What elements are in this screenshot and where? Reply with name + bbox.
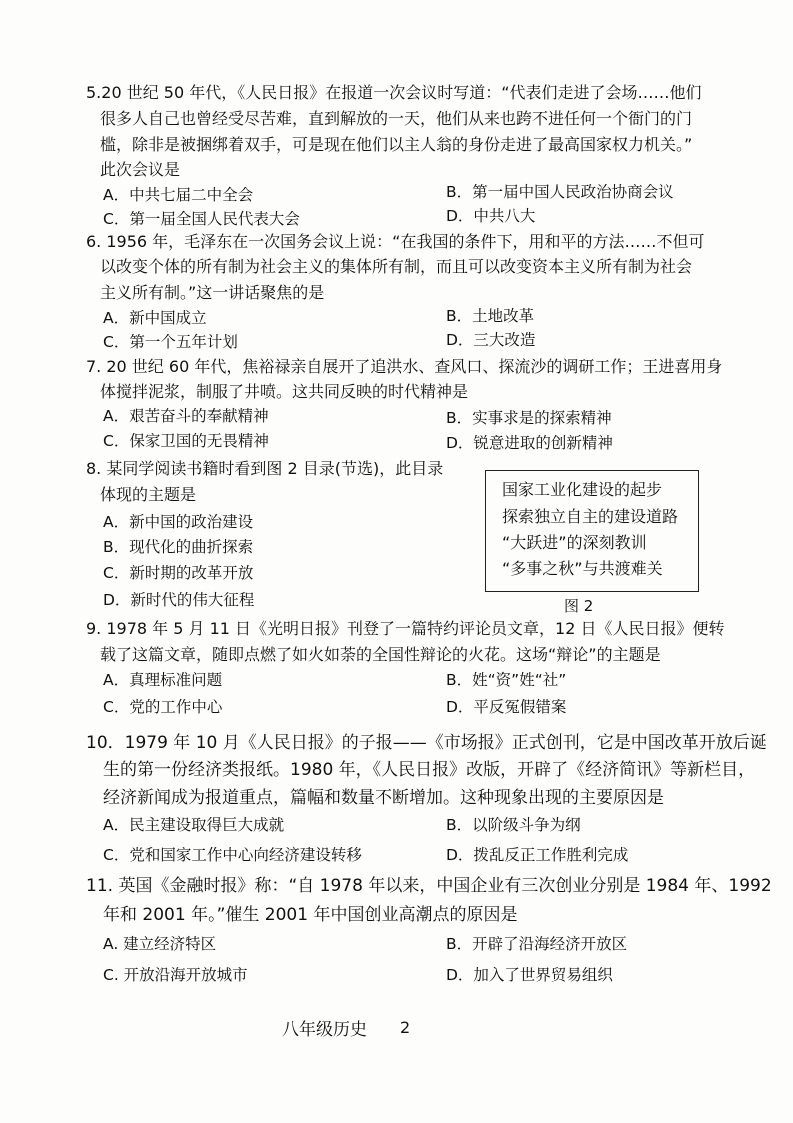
question-text-line: 槛，除非是被捆绑着双手，可是现在他们以主人翁的身份走进了最高国家权力机关。” [100,135,693,154]
option-c: C．保家卫国的无畏精神 [103,432,269,450]
option-c: C．第一届全国人民代表大会 [103,210,300,228]
question-text-line: 经济新闻成为报道重点，篇幅和数量不断增加。这种现象出现的主要原因是 [103,788,664,808]
question-text-line: 9. 1978 年 5 月 11 日《光明日报》刊登了一篇特约评论员文章，12 日《人民日报》便转 [86,619,725,638]
option-a: A．新中国成立 [103,309,207,327]
option-b: B．以阶级斗争为纲 [446,816,581,834]
question-text-line: 8. 某同学阅读书籍时看到图 2 目录(节选)，此目录 [86,459,444,478]
question-text-line: 10．1979 年 10 月《人民日报》的子报——《市场报》正式创刊，它是中国改革开放后诞 [86,733,767,753]
question-text-line: 生的第一份经济类报纸。1980 年，《人民日报》改版，开辟了《经济简讯》等新栏目， [103,760,756,780]
option-a: A．艰苦奋斗的奉献精神 [103,407,269,425]
question-text-line: 5.20 世纪 50 年代，《人民日报》在报道一次会议时写道：“代表们走进了会场……他们 [86,83,702,102]
option-c: C．党的工作中心 [103,698,223,716]
option-b: B．土地改革 [446,307,535,325]
option-a: A．民主建设取得巨大成就 [103,816,285,834]
option-c: C．新时期的改革开放 [103,564,254,582]
option-c: C．党和国家工作中心向经济建设转移 [103,846,362,864]
option-d: D．三大改造 [446,331,536,349]
table-of-contents-figure [485,470,699,592]
option-d: D．中共八大 [446,207,536,225]
question-text-line: 很多人自己也曾经受尽苦难，直到解放的一天，他们从来也跨不进任何一个衙门的门 [100,109,693,128]
option-b: B．实事求是的探索精神 [446,409,612,427]
footer-title: 八年级历史 [282,1020,367,1040]
question-text-line: 7. 20 世纪 60 年代，焦裕禄亲自展开了追洪水、查风口、探流沙的调研工作；王进喜用身 [86,357,723,376]
option-b: B．开辟了沿海经济开放区 [446,935,628,953]
option-c: C. 开放沿海开放城市 [103,966,248,984]
question-text-line: 体搅拌泥浆，制服了井喷。这共同反映的时代精神是 [100,382,469,401]
option-d: D．加入了世界贸易组织 [446,966,613,984]
question-text-line: 体现的主题是 [100,485,197,504]
option-a: A．新中国的政治建设 [103,513,254,531]
question-text-line: 年和 2001 年。”催生 2001 年中国创业高潮点的原因是 [103,905,518,925]
question-text-line: 11. 英国《金融时报》称：“自 1978 年以来，中国企业有三次创业分别是 1984 年、1992 [86,876,772,896]
option-c: C．第一个五年计划 [103,333,238,351]
question-text-line: 此次会议是 [100,160,181,179]
option-d: D．拨乱反正工作胜利完成 [446,846,629,864]
option-b: B．第一届中国人民政治协商会议 [446,183,674,201]
option-d: D．锐意进取的创新精神 [446,434,613,452]
question-text-line: 以改变个体的所有制为社会主义的集体所有制，而且可以改变资本主义所有制为社会 [100,257,693,276]
question-text-line: 6. 1956 年，毛泽东在一次国务会议上说：“在我国的条件下，用和平的方法……不但可 [86,232,705,251]
question-text-line: 载了这篇文章，随即点燃了如火如荼的全国性辩论的火花。这场“辩论”的主题是 [100,645,661,664]
toc-item: 探索独立自主的建设道路 [502,507,679,526]
option-a: A. 建立经济特区 [103,935,217,953]
toc-item: “多事之秋”与共渡难关 [502,559,663,578]
figure-caption: 图 2 [564,597,594,615]
toc-item: “大跃进”的深刻教训 [502,533,647,552]
option-a: A．中共七届二中全会 [103,186,254,204]
page-number: 2 [400,1018,411,1037]
option-b: B．现代化的曲折探索 [103,538,254,556]
option-a: A．真理标准问题 [103,671,223,689]
option-b: B．姓“资”姓“社” [446,671,567,689]
toc-item: 国家工业化建设的起步 [502,480,663,499]
question-text-line: 主义所有制。”这一讲话聚焦的是 [100,283,325,302]
option-d: D．新时代的伟大征程 [103,591,255,609]
option-d: D．平反冤假错案 [446,698,567,716]
